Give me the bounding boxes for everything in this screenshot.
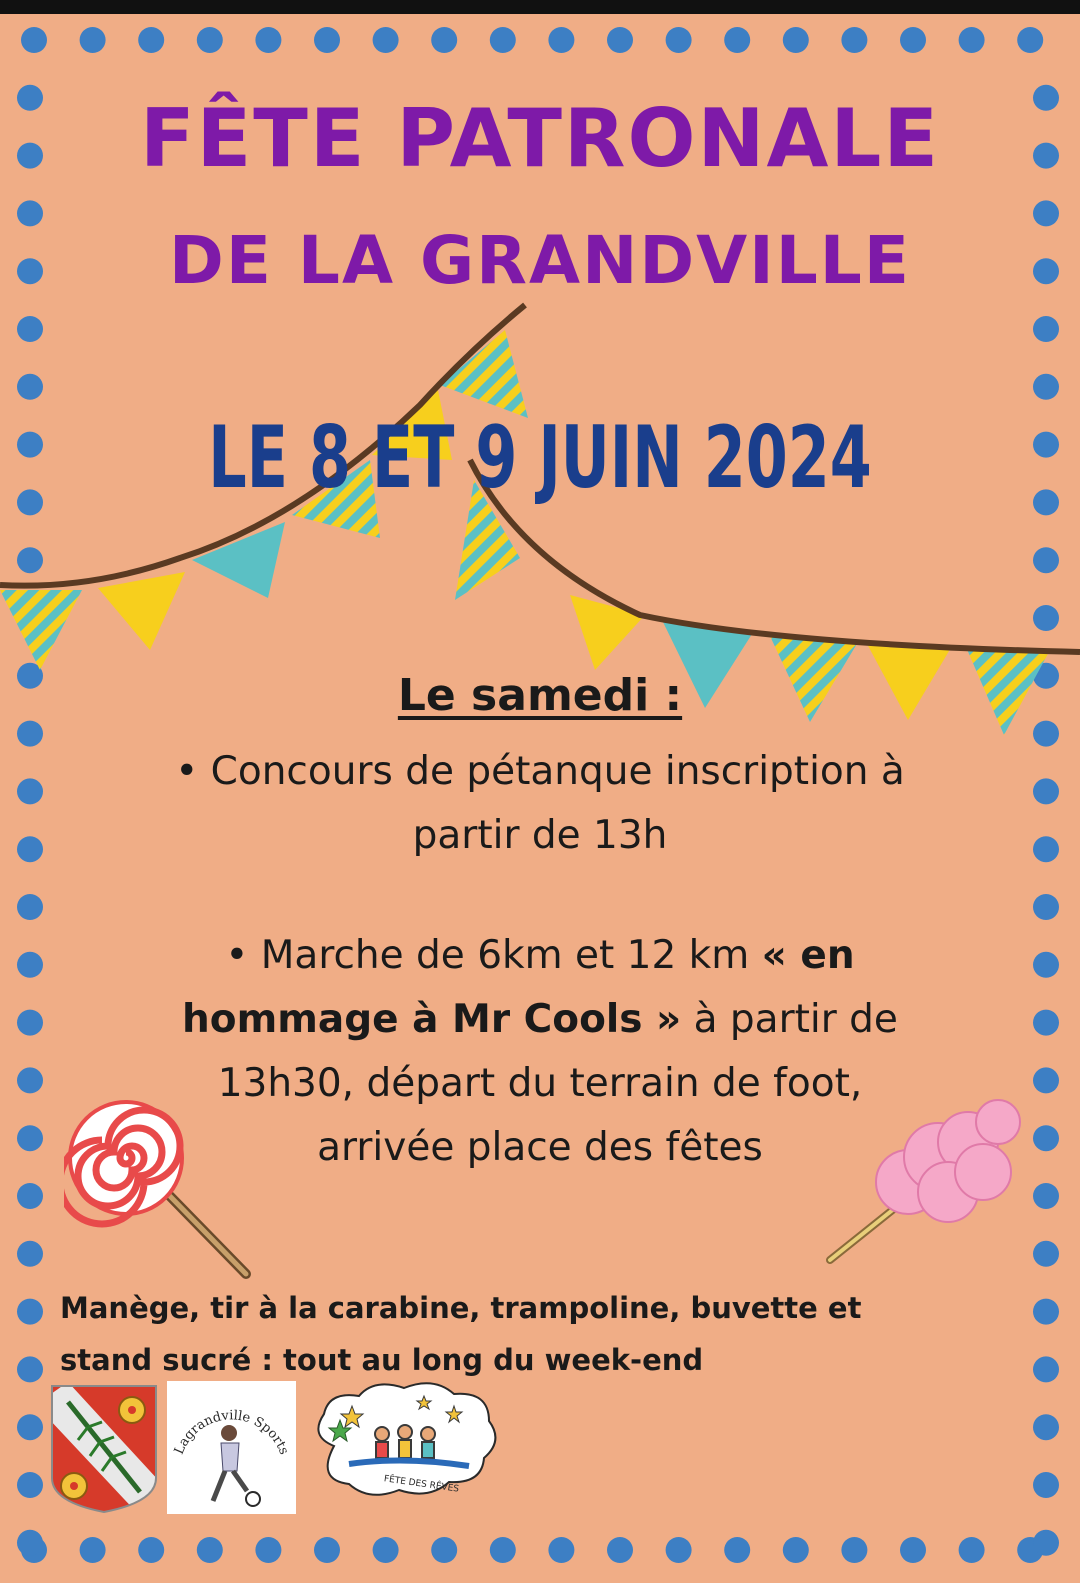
border-dot (548, 1537, 574, 1563)
border-dot (1033, 1472, 1059, 1498)
border-dot (197, 27, 223, 53)
border-dot (80, 1537, 106, 1563)
footer-line-1: Manège, tir à la carabine, trampoline, buvette et (60, 1291, 862, 1325)
cotton-candy-icon (818, 1092, 1028, 1276)
border-dot (841, 27, 867, 53)
saturday-item-petanque (0, 740, 1080, 868)
border-dot (17, 894, 43, 920)
border-dot (17, 1530, 43, 1556)
border-dot (607, 1537, 633, 1563)
top-bar (0, 0, 1080, 14)
coat-of-arms-icon (48, 1382, 160, 1516)
footer-line-2: stand sucré : tout au long du week-end (60, 1343, 704, 1377)
border-dot (1033, 1183, 1059, 1209)
border-dot (21, 1537, 47, 1563)
border-dot (490, 27, 516, 53)
border-dot (666, 1537, 692, 1563)
border-dot (1033, 1530, 1059, 1556)
border-dot (17, 1299, 43, 1325)
item-1-line-2: partir de 13h (412, 813, 668, 858)
border-dot (841, 1537, 867, 1563)
border-dot (255, 1537, 281, 1563)
item-2-bold-2: hommage à Mr Cools » (182, 997, 682, 1042)
sports-club-logo (167, 1381, 296, 1514)
footballer-icon (167, 1381, 296, 1514)
border-dot (783, 1537, 809, 1563)
border-dot (490, 1537, 516, 1563)
border-dot (724, 27, 750, 53)
border-dot (17, 1183, 43, 1209)
item-2-bold-1: « en (761, 933, 855, 978)
border-dot (1017, 1537, 1043, 1563)
footer-activities (60, 1282, 1022, 1386)
title-line-1: FÊTE PATRONALE (139, 92, 941, 185)
border-dot (431, 1537, 457, 1563)
border-dot (17, 1472, 43, 1498)
item-2-line-1: Marche de 6km et 12 km (260, 933, 762, 978)
border-dot (548, 27, 574, 53)
border-dot (1017, 27, 1043, 53)
border-dot (197, 1537, 223, 1563)
border-dot (959, 27, 985, 53)
border-dot (17, 1356, 43, 1382)
bullet: • (175, 749, 199, 794)
border-dot (373, 1537, 399, 1563)
border-dot (138, 1537, 164, 1563)
border-dot (1033, 894, 1059, 920)
title-line-2: DE LA GRANDVILLE (169, 222, 911, 299)
saturday-heading: Le samedi : (397, 670, 683, 721)
border-dot (373, 27, 399, 53)
lollipop-icon (64, 1098, 264, 1284)
border-dot (900, 27, 926, 53)
fete-logo-text: FÊTE DES RÊVES (383, 1474, 460, 1495)
border-dot (1033, 1299, 1059, 1325)
border-dot (17, 1414, 43, 1440)
border-dot (431, 27, 457, 53)
border-dot (783, 27, 809, 53)
border-dot (1033, 1356, 1059, 1382)
border-dot (17, 1241, 43, 1267)
event-date: LE 8 ET 9 JUIN 2024 (208, 408, 872, 508)
border-dot (1033, 1414, 1059, 1440)
border-dot (255, 27, 281, 53)
border-dot (314, 27, 340, 53)
item-2-line-3: 13h30, départ du terrain de foot, (217, 1061, 863, 1106)
fete-des-reves-logo (304, 1376, 506, 1504)
border-dot (314, 1537, 340, 1563)
border-dot (138, 27, 164, 53)
border-dot (900, 1537, 926, 1563)
bunting-flag (0, 590, 82, 670)
bullet: • (225, 933, 249, 978)
border-dot (666, 27, 692, 53)
border-dot (21, 27, 47, 53)
border-dot (607, 27, 633, 53)
item-1-line-1: Concours de pétanque inscription à (210, 749, 905, 794)
border-dot (80, 27, 106, 53)
border-dot (724, 1537, 750, 1563)
border-dot (959, 1537, 985, 1563)
bunting-flag (570, 595, 645, 670)
sports-logo-text: Lagrandville Sports (171, 1408, 292, 1457)
bunting-flag (98, 572, 185, 650)
item-2-line-2: à partir de (681, 997, 898, 1042)
border-dot (1033, 1241, 1059, 1267)
item-2-line-4: arrivée place des fêtes (317, 1125, 763, 1170)
